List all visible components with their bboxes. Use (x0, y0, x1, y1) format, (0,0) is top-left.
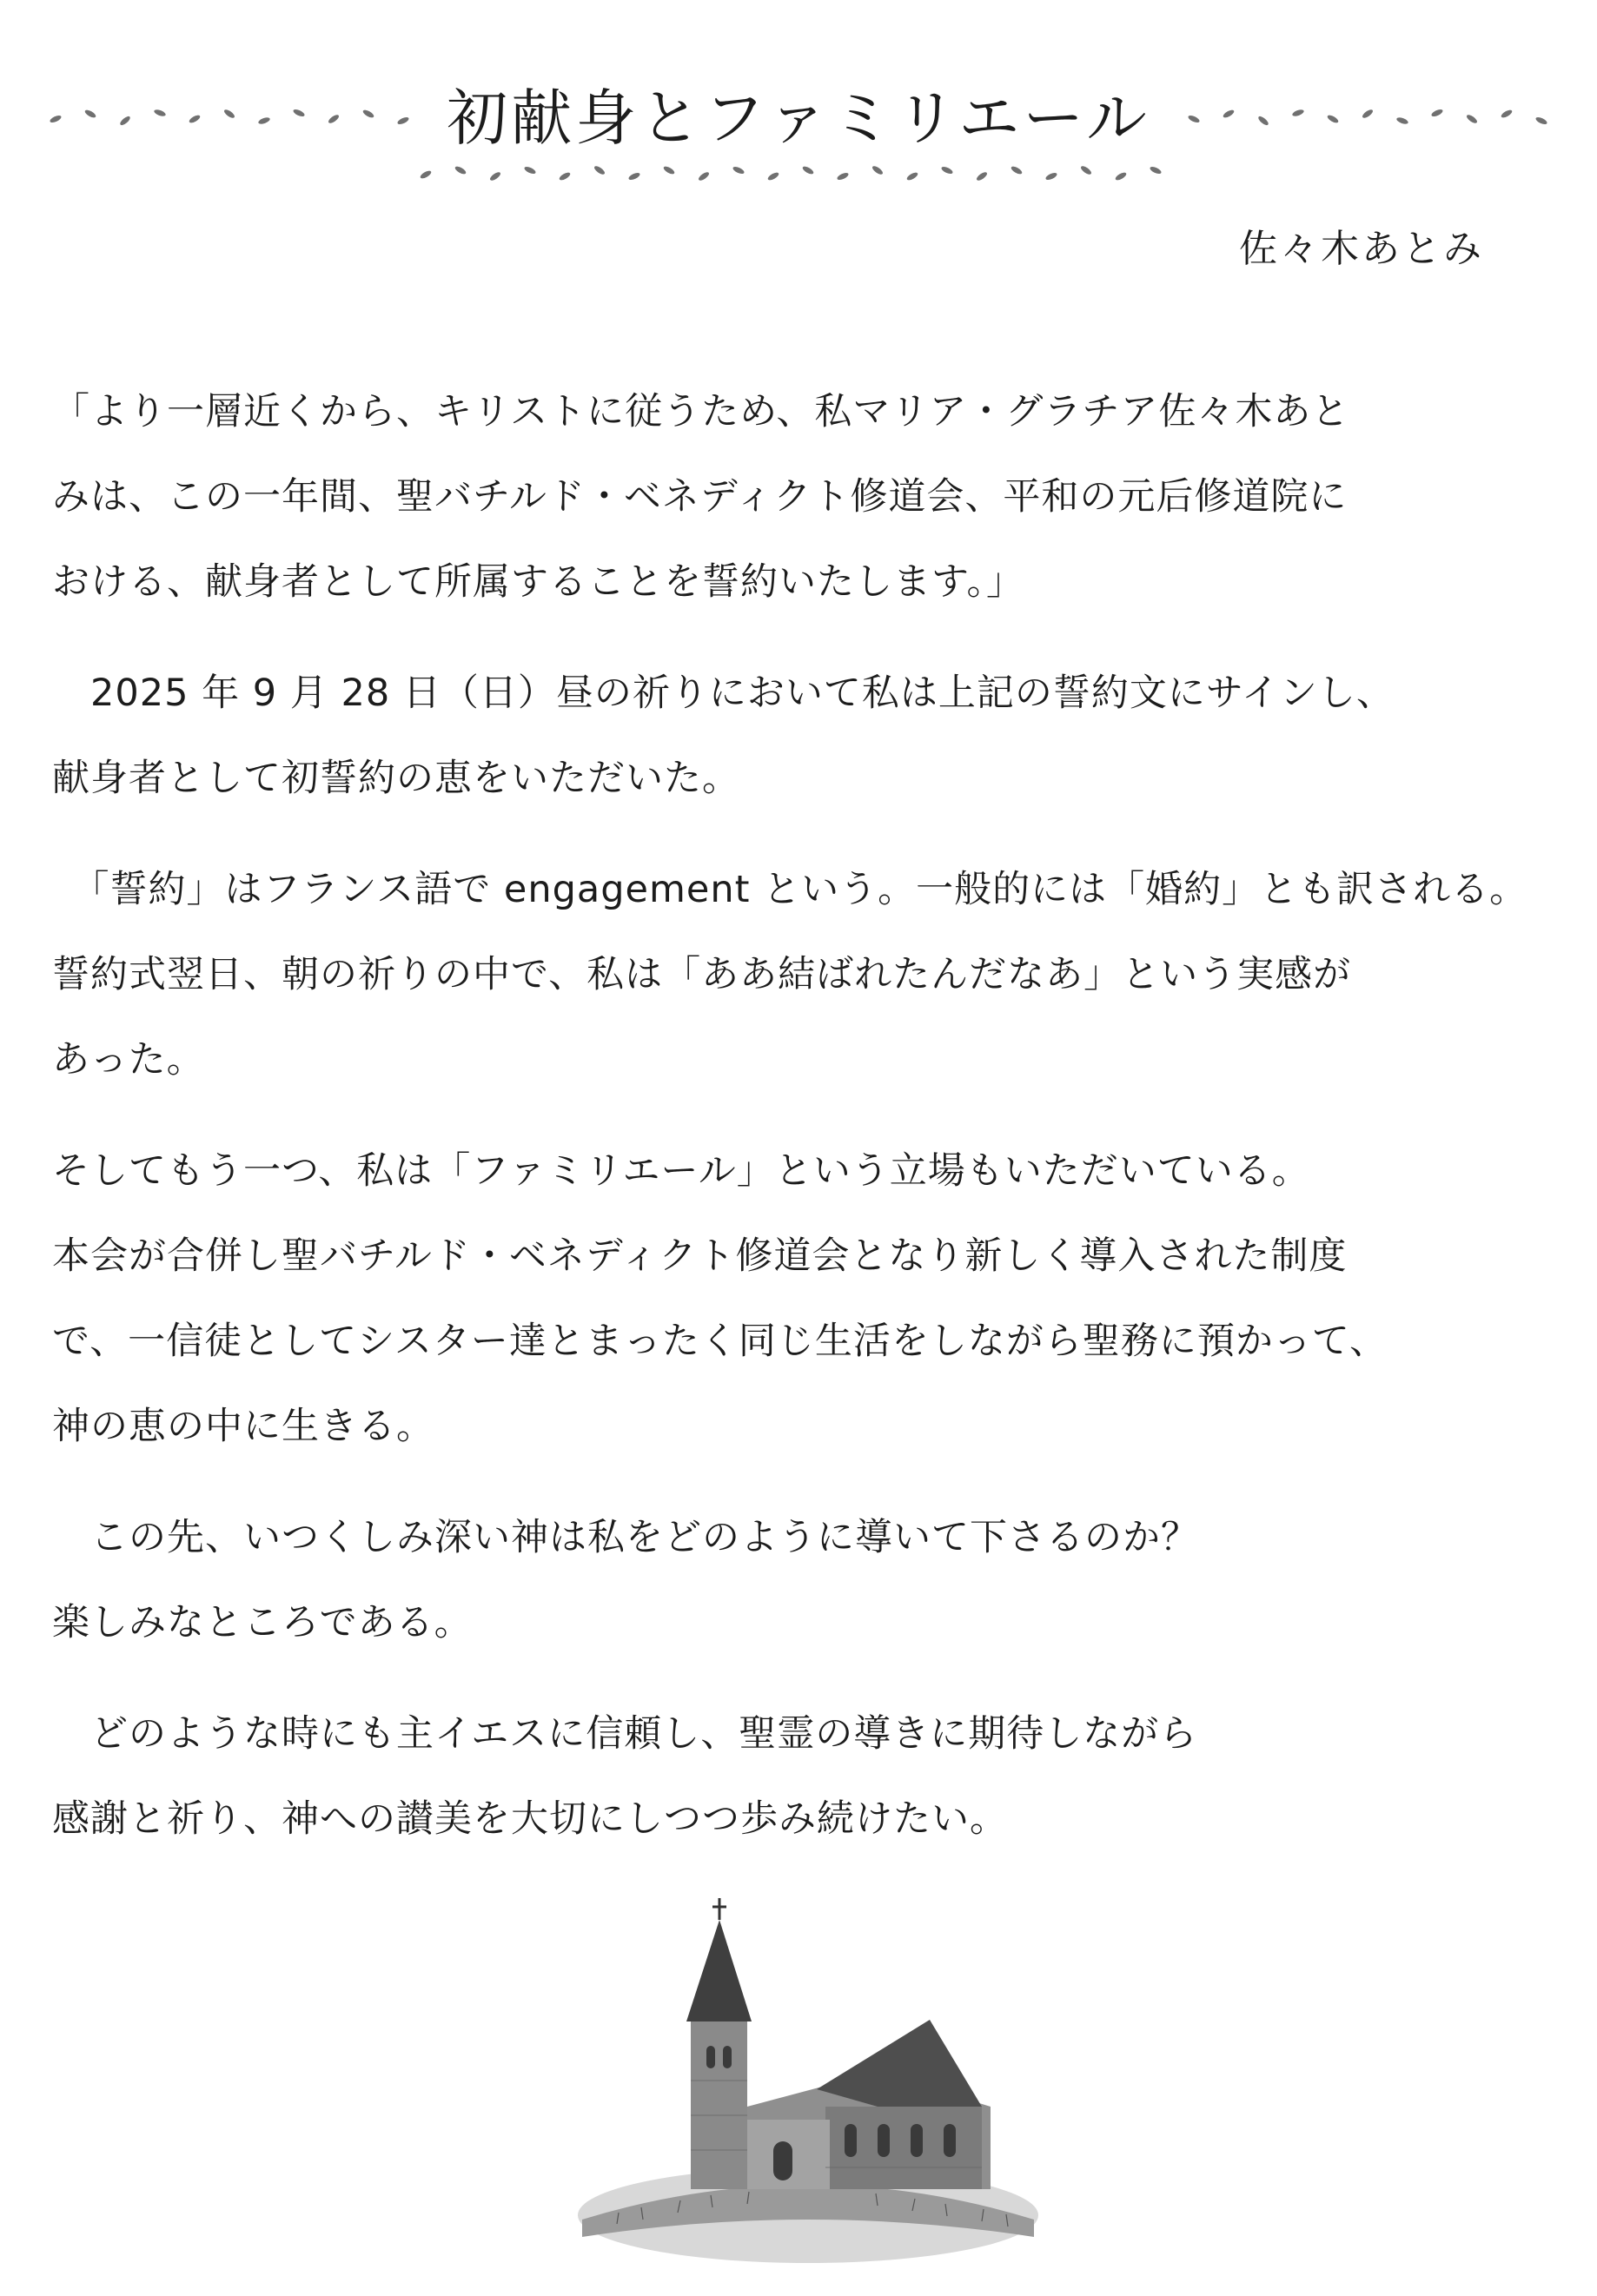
paragraph-date (52, 651, 1564, 821)
text-line: 「誓約」はフランス語で engagement という。一般的には「婚約」とも訳される。 (52, 868, 1528, 911)
text-line: この先、いつくしみ深い神は私をどのように導いて下さるのか？ (52, 1516, 1199, 1559)
paragraph-familiere (52, 1128, 1564, 1469)
text-line: で、一信徒としてシスター達とまったく同じ生活をしながら聖務に預かって、 (52, 1320, 1388, 1363)
title-row (0, 61, 1597, 165)
text-line: みは、この一年間、聖バチルド・ベネディクト修道会、平和の元后修道院に (52, 475, 1348, 519)
leaf-vine-under-icon (408, 153, 1190, 196)
text-line: 「より一層近くから、キリストに従うため、私マリア・グラチア佐々木あと (52, 390, 1350, 433)
text-line: 感謝と祈り、神への讃美を大切にしつつ歩み続けたい。 (52, 1797, 1008, 1841)
article-body (52, 369, 1564, 1888)
text-line: 神の恵の中に生きる。 (52, 1405, 434, 1448)
paragraph-engagement (52, 847, 1564, 1102)
author-name: 佐々木あとみ (1239, 227, 1484, 271)
text-line: そしてもう一つ、私は「ファミリエール」という立場もいただいている。 (52, 1149, 1310, 1193)
text-line: 楽しみなところである。 (52, 1601, 473, 1644)
paragraph-future (52, 1495, 1564, 1665)
paragraph-pledge (52, 369, 1564, 625)
leaf-vine-left-icon (38, 83, 421, 143)
page-title: 初献身とファミリエール (447, 82, 1150, 154)
text-line: あった。 (52, 1038, 205, 1082)
text-line: 2025 年 9 月 28 日（日）昼の祈りにおいて私は上記の誓約文にサインし、 (52, 672, 1395, 715)
text-line: 誓約式翌日、朝の祈りの中で、私は「ああ結ばれたんだなあ」という実感が (52, 953, 1352, 996)
leaf-vine-right-icon (1176, 83, 1559, 143)
paragraph-closing (52, 1691, 1564, 1862)
text-line: おける、献身者として所属することを誓約いたします。」 (52, 560, 1025, 604)
church-illustration (565, 1889, 1051, 2289)
text-line: どのような時にも主イエスに信頼し、聖霊の導きに期待しながら (52, 1712, 1198, 1756)
text-line: 本会が合併し聖バチルド・ベネディクト修道会となり新しく導入された制度 (52, 1234, 1348, 1278)
text-line: 献身者として初誓約の恵をいただいた。 (52, 757, 740, 800)
